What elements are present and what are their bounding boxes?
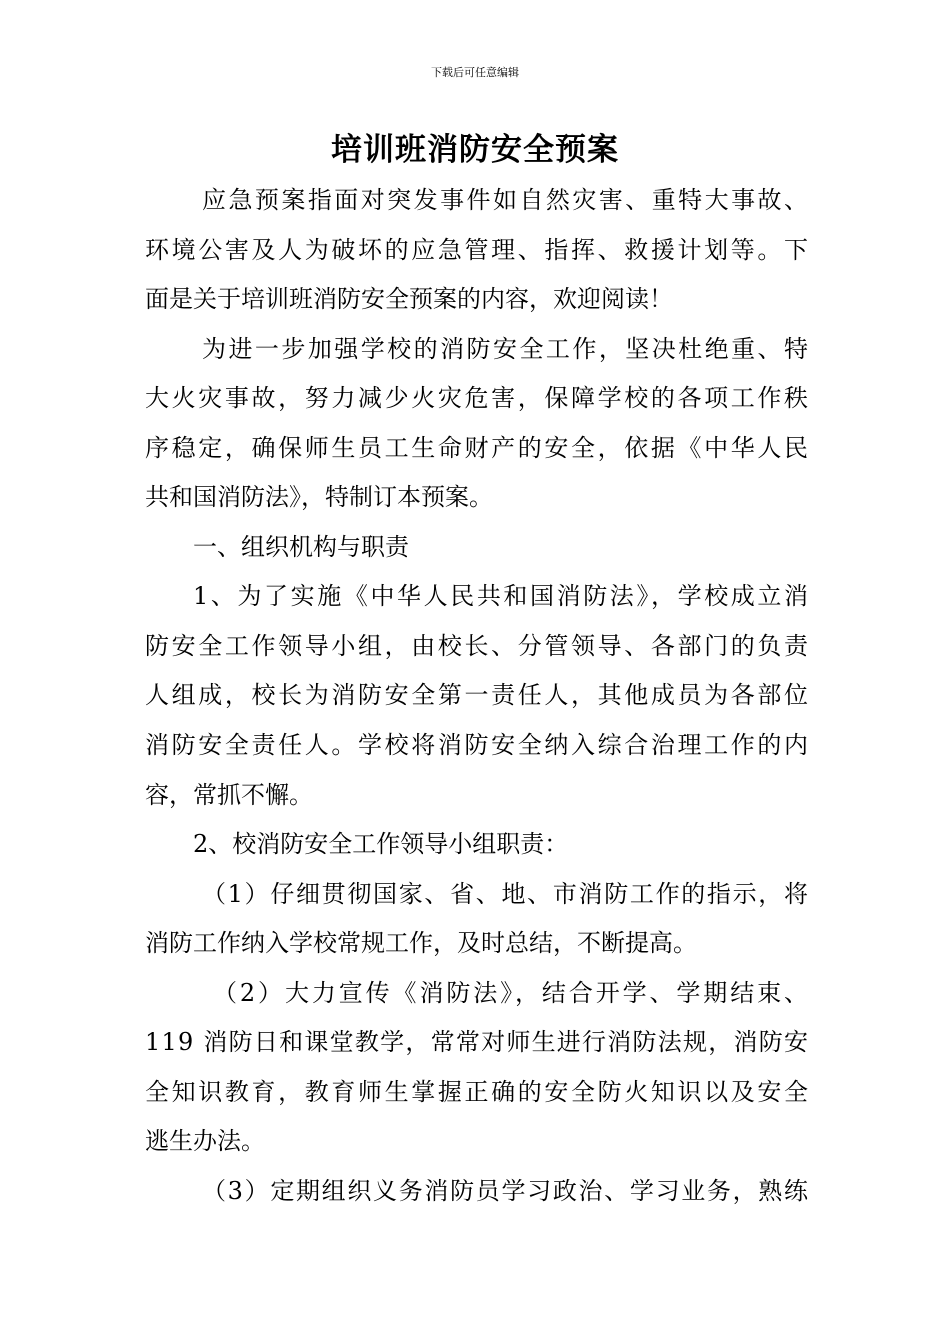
body-line-text: 人组成，校长为消防安全第一责任人，其他成员为各部位 bbox=[145, 681, 811, 710]
document-body bbox=[145, 176, 810, 1216]
body-line: 面是关于培训班消防安全预案的内容，欢迎阅读！ bbox=[145, 285, 673, 314]
page-header-note: 下载后可任意编辑 bbox=[431, 66, 519, 79]
body-line-text: 大火灾事故，努力减少火灾危害，保障学校的各项工作秩 bbox=[145, 384, 811, 413]
body-line-text: 消防安全责任人。学校将消防安全纳入综合治理工作的内 bbox=[145, 731, 811, 760]
body-line bbox=[145, 1018, 810, 1068]
body-line-text: 为进一步加强学校的消防安全工作，坚决杜绝重、特 bbox=[202, 334, 811, 363]
body-line bbox=[145, 870, 810, 920]
body-line bbox=[145, 671, 810, 721]
body-line bbox=[145, 572, 810, 622]
body-line bbox=[145, 424, 810, 474]
body-line bbox=[145, 622, 810, 672]
document-title: 培训班消防安全预案 bbox=[331, 132, 619, 168]
body-line bbox=[145, 969, 810, 1019]
body-line-text: 序稳定，确保师生员工生命财产的安全，依据《中华人民 bbox=[145, 433, 811, 462]
body-line bbox=[145, 374, 810, 424]
body-line-text: 119 消防日和课堂教学，常常对师生进行消防法规，消防安 bbox=[145, 1028, 810, 1057]
body-line bbox=[145, 1167, 810, 1217]
body-line-text: （1）仔细贯彻国家、省、地、市消防工作的指示，将 bbox=[202, 879, 810, 908]
body-line bbox=[145, 325, 810, 375]
body-line-text: 环境公害及人为破坏的应急管理、指挥、救援计划等。下 bbox=[145, 235, 811, 264]
body-line: 容，常抓不懈。 bbox=[145, 780, 313, 809]
body-line-text: 应急预案指面对突发事件如自然灾害、重特大事故、 bbox=[202, 186, 811, 214]
body-line bbox=[145, 1068, 810, 1118]
body-line-text: 全知识教育，教育师生掌握正确的安全防火知识以及安全 bbox=[145, 1077, 811, 1106]
body-line: 逃生办法。 bbox=[145, 1127, 265, 1156]
body-line: 消防工作纳入学校常规工作，及时总结，不断提高。 bbox=[145, 929, 697, 958]
body-line: 共和国消防法》，特制订本预案。 bbox=[145, 483, 493, 512]
body-line bbox=[145, 176, 810, 226]
body-line-text: 防安全工作领导小组，由校长、分管领导、各部门的负责 bbox=[145, 631, 811, 660]
body-line bbox=[145, 226, 810, 276]
body-line-text: （2）大力宣传《消防法》，结合开学、学期结束、 bbox=[213, 978, 811, 1007]
body-line bbox=[145, 721, 810, 771]
body-line: 2、校消防安全工作领导小组职责： bbox=[193, 830, 569, 859]
body-line: 一、组织机构与职责 bbox=[193, 532, 409, 561]
body-line-text: （3）定期组织义务消防员学习政治、学习业务，熟练 bbox=[202, 1176, 810, 1205]
body-line-text: 1、为了实施《中华人民共和国消防法》，学校成立消 bbox=[193, 582, 811, 611]
